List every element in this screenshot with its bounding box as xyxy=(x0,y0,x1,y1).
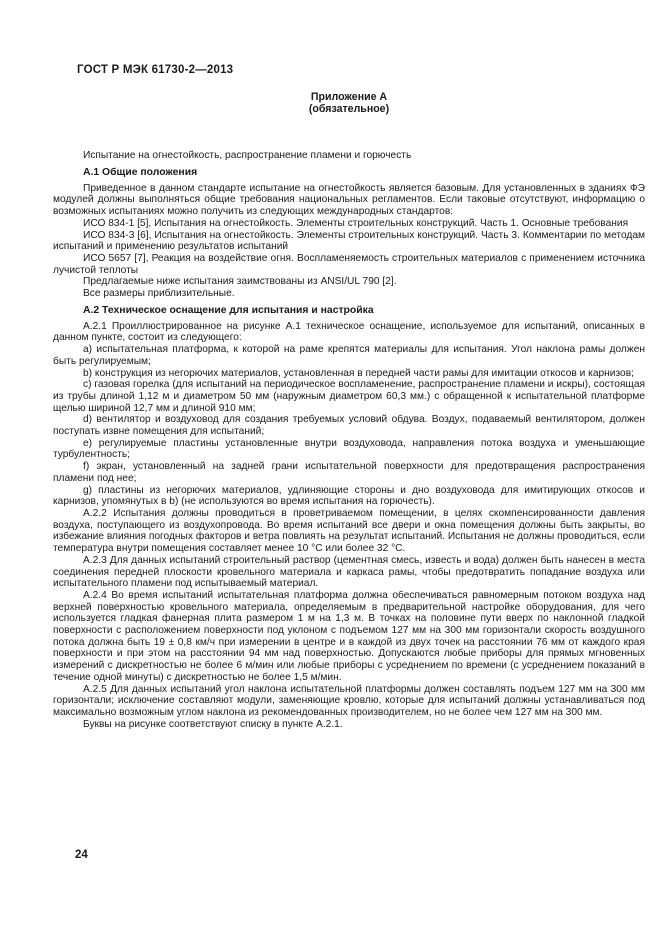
section-heading-a1: А.1 Общие положения xyxy=(83,166,198,178)
paragraph-a2-5: А.2.5 Для данных испытаний угол наклона испытательной платформы должен составлять подъем 127 мм на 300 мм горизонтали; исключение составляют модули, заменяющие кровлю, которые для испытаний должны устанавливаться под максимально возможным углом наклона из рекомендованных производителем, но не более чем 127 мм на 300 мм. xyxy=(53,683,645,718)
list-item-a: a) испытательная платформа, к которой на раме крепятся материалы для испытания. Угол наклона рамы должен быть регулируемым; xyxy=(53,344,645,367)
paragraph-iso-834-3: ИСО 834-3 [6], Испытания на огнестойкость. Элементы строительных конструкций. Часть 3. Комментарии по методам испытаний и применению результатов испытаний xyxy=(53,229,645,253)
paragraph-a2-3: А.2.3 Для данных испытаний строительный раствор (цементная смесь, известь и вода) должен быть нанесен в места соединения передней плоскости кровельного материала и каркаса рамы, чтобы предотвратить попадание воздуха или испытательного пламени под испытываемый материал. xyxy=(53,554,645,590)
appendix-heading xyxy=(53,91,645,115)
paragraph-dimensions-note: Все размеры приблизительные. xyxy=(83,288,235,300)
paragraph-a2-2: А.2.2 Испытания должны проводиться в проветриваемом помещении, в целях скомпенсированности давления воздуха, поступающего из воздухопровода. Во время испытаний все двери и окна помещения должны быть закрыты, во избежание влияния погодных факторов и ветра повлиять на результат испытаний. Испытания не должны проводиться, если температура внутри помещения составляет менее 10 °С или более 32 °С. xyxy=(53,507,645,555)
list-item-c: c) газовая горелка (для испытаний на периодическое воспламенение, распространение пламени и искры), состоящая из трубы длиной 1,12 м и диаметром 50 мм (наружным диаметром 60,3 мм.) с обращенной к испытательной платформе щелью шириной 12,7 мм и длиной 910 мм; xyxy=(53,379,645,414)
list-item-b: b) конструкция из негорючих материалов, установленная в передней части рамы для имитации откосов и карнизов; xyxy=(83,367,634,379)
list-item-g: g) пластины из негорючих материалов, удлиняющие стороны и дно воздуховода для имитирующих откосов и карнизов, упомянутых в b) (не используются во время испытания на горючесть). xyxy=(53,484,645,508)
paragraph-general-intro: Приведенное в данном стандарте испытание на огнестойкость является базовым. Для установленных в зданиях ФЭ модулей должны выполняться общие требования национальных регламентов. Если таковые отсутствуют, информацию о возможных испытаниях можно получить из следующих международных стандартов: xyxy=(53,182,645,218)
list-item-f: f) экран, установленный на задней грани испытательной поверхности для предотвращения распространения пламени под нее; xyxy=(53,461,645,484)
paragraph-iso-5657: ИСО 5657 [7], Реакция на воздействие огня. Воспламеняемость строительных материалов с применением источника лучистой теплоты xyxy=(53,252,645,276)
appendix-label: Приложение А xyxy=(310,91,388,103)
page-number: 24 xyxy=(75,849,88,861)
document-body xyxy=(53,150,645,730)
appendix-status: (обязательное) xyxy=(308,103,390,115)
document-standard-code: ГОСТ Р МЭК 61730-2—2013 xyxy=(77,64,234,76)
list-item-e: e) регулируемые пластины установленные внутри воздуховода, направления потока воздуха и уменьшающие турбулентность; xyxy=(53,437,645,461)
list-item-d: d) вентилятор и воздуховод для создания требуемых условий обдува. Воздух, подаваемый вентилятором, должен поступать извне помещения для испытаний; xyxy=(53,414,645,438)
paragraph-ansi-ul: Предлагаемые ниже испытания заимствованы из ANSI/UL 790 [2]. xyxy=(83,276,397,288)
appendix-subtitle: Испытание на огнестойкость, распространение пламени и горючесть xyxy=(83,150,412,161)
paragraph-iso-834-1: ИСО 834-1 [5], Испытания на огнестойкость. Элементы строительных конструкций. Часть 1. Основные требования xyxy=(83,217,629,229)
section-heading-a2: А.2 Техническое оснащение для испытания и настройка xyxy=(83,304,374,316)
paragraph-a2-1: А.2.1 Проиллюстрированное на рисунке А.1 техническое оснащение, используемое для испытаний, описанных в данном пункте, состоит из следующего: xyxy=(53,320,645,344)
paragraph-a2-4: А.2.4 Во время испытаний испытательная платформа должна обеспечиваться равномерным потоком воздуха над верхней поверхностью кровельного материала, определяемым в предварительной настройке оборудования, для чего используется гладкая фанерная плита размером 1 м на 1,3 м. В точках на половине пути вверх по наклонной гладкой поверхности с расположением поверхности под уклоном с подъемом 127 мм на 300 мм горизонтали скорость воздушного потока должна быть 19 ± 0,8 км/ч при измерении в центре и в каждой из двух точек на расстоянии 76 мм от каждого края поверхности и при этом на расстоянии 94 мм над поверхностью. Допускаются любые приборы для прямых мгновенных измерений с дискретностью не более 6 м/мин или любые приборы с усреднением по времени (с усреднением показаний в течение одной минуты) с дискретностью не более 1,5 м/мин. xyxy=(53,589,645,683)
paragraph-figure-note: Буквы на рисунке соответствуют списку в пункте А.2.1. xyxy=(83,718,343,730)
